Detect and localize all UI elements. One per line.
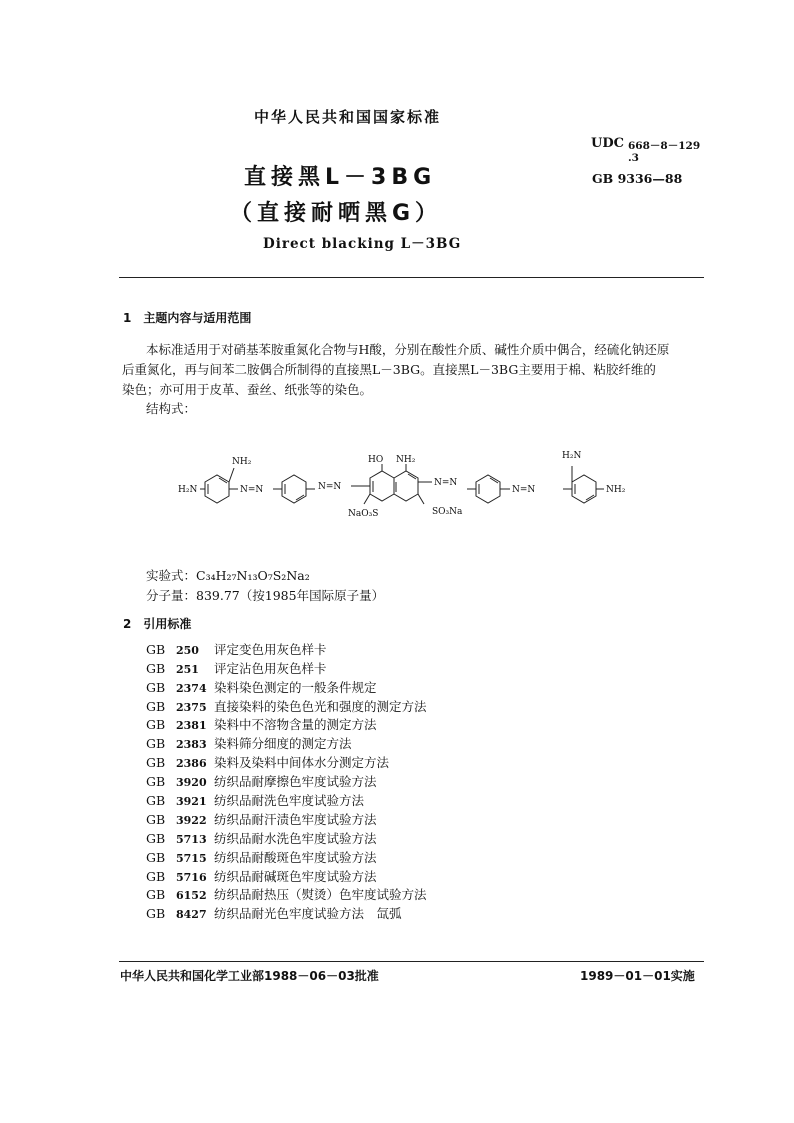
formula-value: C₃₄H₂₇N₁₃O₇S₂Na₂ [196,568,310,583]
benzene-ring-5 [572,475,596,503]
udc-value-2: .3 [628,152,639,164]
mw-note: （按1985年国际原子量） [239,588,385,603]
section1-para-line3: 染色；亦可用于皮革、蚕丝、纸张等的染色。 [122,382,373,397]
reference-row: GB 8427 纺织品耐光色牢度试验方法 氙弧 [146,906,402,921]
udc-label: UDC [591,136,624,151]
label-nao3s: NaO₃S [348,509,379,519]
naphthalene-ring-a [370,471,394,501]
formula-line [146,566,310,584]
mw-value: 839.77 [196,588,240,603]
label-nh2-right: NH₂ [606,485,626,495]
label-h2n-left: H₂N [178,485,198,495]
section1-para-line2: 后重氮化，再与间苯二胺偶合所制得的直接黑L－3BG。直接黑L－3BG主要用于棉、粘胶纤维的 [122,362,656,377]
section1-heading: 1 主题内容与适用范围 [123,311,252,325]
label-h2n-top: H₂N [562,451,582,461]
reference-row: GB 251 评定沾色用灰色样卡 [146,661,327,676]
section1-para-line1: 本标准适用于对硝基苯胺重氮化合物与H酸，分别在酸性介质、碱性介质中偶合，经硫化钠还原 [146,342,670,357]
section2-heading: 2 引用标准 [123,617,192,631]
reference-row: GB 5713 纺织品耐水洗色牢度试验方法 [146,831,377,846]
reference-row: GB 2374 染料染色测定的一般条件规定 [146,680,377,695]
label-azo-3: N=N [434,478,458,488]
reference-row: GB 2386 染料及染料中间体水分测定方法 [146,755,390,770]
structure-label: 结构式： [146,401,197,416]
reference-row: GB 2381 染料中不溶物含量的测定方法 [146,717,377,732]
benzene-ring-2 [282,475,306,503]
reference-row: GB 5715 纺织品耐酸斑色牢度试验方法 [146,850,377,865]
reference-row: GB 3922 纺织品耐汗渍色牢度试验方法 [146,812,377,827]
reference-row: GB 5716 纺织品耐碱斑色牢度试验方法 [146,869,377,884]
molecular-weight-line [146,586,384,604]
mw-label: 分子量： [146,588,197,603]
document-title: 直接黑L－3BG [244,165,437,190]
label-nh2-top2: NH₂ [396,455,416,465]
label-azo-1: N=N [240,485,264,495]
document-subtitle: （直接耐晒黑G） [230,201,443,226]
footer-divider [119,961,704,962]
reference-row: GB 250 评定变色用灰色样卡 [146,642,327,657]
reference-row: GB 6152 纺织品耐热压（熨烫）色牢度试验方法 [146,887,427,902]
udc-value: 668－8－129 [628,140,701,152]
label-nh2-top1: NH₂ [232,457,252,467]
gb-number: GB 9336—88 [592,171,683,186]
header-divider [119,277,704,278]
label-so3na: SO₃Na [432,507,463,517]
standard-title: 中华人民共和国国家标准 [254,108,442,126]
label-azo-2: N=N [318,482,342,492]
approval-line: 中华人民共和国化学工业部1988－06－03批准 [120,969,379,983]
reference-row: GB 2375 直接染料的染色色光和强度的测定方法 [146,699,427,714]
reference-row: GB 3921 纺织品耐洗色牢度试验方法 [146,793,365,808]
reference-row: GB 2383 染料筛分细度的测定方法 [146,736,352,751]
label-azo-4: N=N [512,485,536,495]
english-title: Direct blacking L－3BG [263,236,462,252]
effective-date: 1989－01－01实施 [580,969,695,983]
structural-formula [170,440,650,530]
benzene-ring-1 [205,475,229,503]
label-ho: HO [368,455,384,465]
formula-label: 实验式： [146,568,197,583]
naphthalene-ring-b [394,471,418,501]
reference-row: GB 3920 纺织品耐摩擦色牢度试验方法 [146,774,377,789]
benzene-ring-4 [476,475,500,503]
